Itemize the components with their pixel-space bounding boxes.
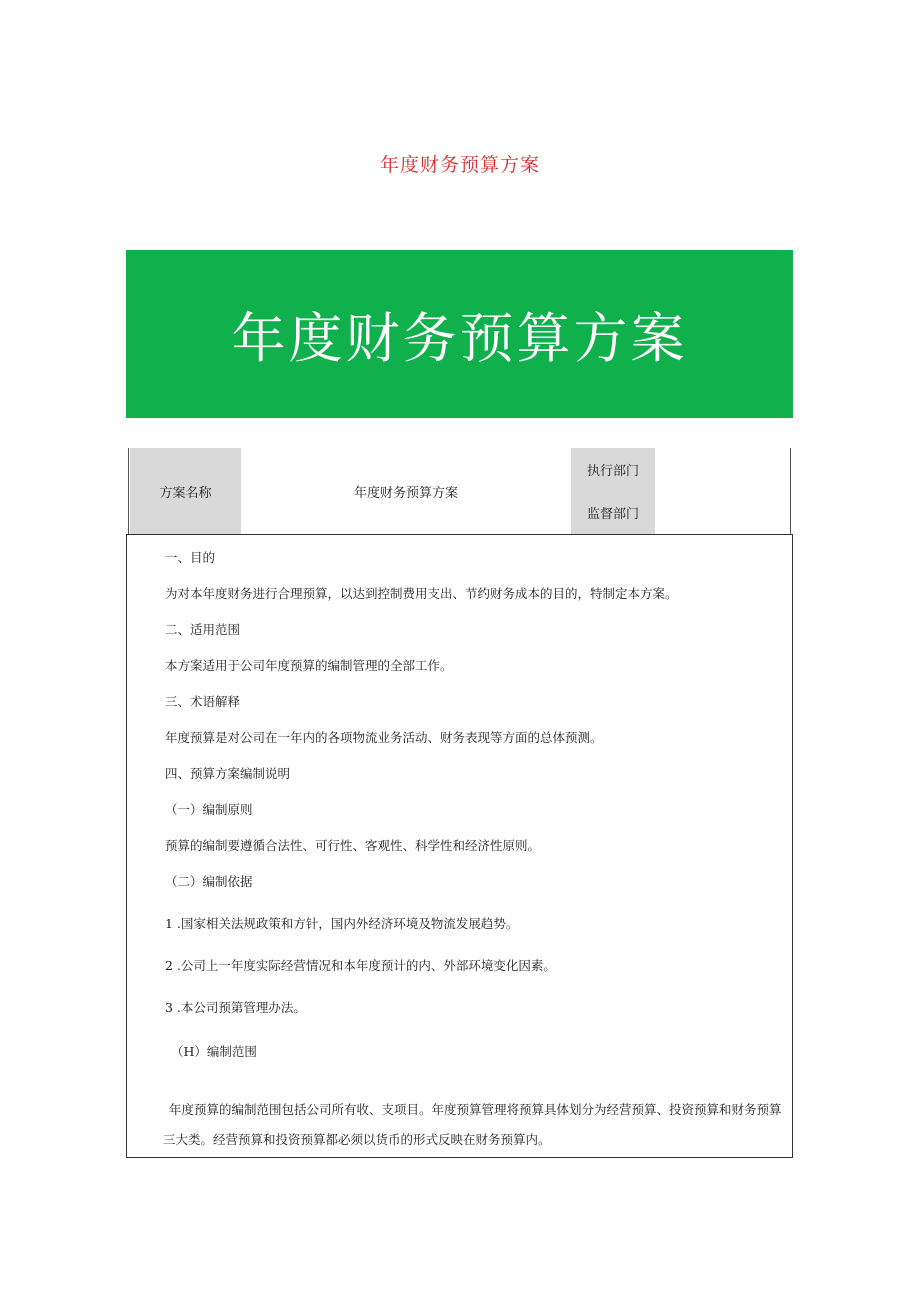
subsection-4-1-heading: （一）编制原则: [165, 802, 253, 817]
basis-item-2: 2 .公司上一年度实际经营情况和本年度预计的内、外部环境变化因素。: [165, 958, 556, 973]
section-2-text: 本方案适用于公司年度预算的编制管理的全部工作。: [165, 658, 453, 673]
section-3-text: 年度预算是对公司在一年内的各项物流业务活动、财务表现等方面的总体预测。: [165, 730, 603, 745]
table-left-border: [128, 448, 129, 534]
basis-item-1: 1 .国家相关法规政策和方针，国内外经济环境及物流发展趋势。: [165, 916, 519, 931]
section-1-heading: 一、目的: [165, 550, 216, 565]
section-3-heading: 三、术语解释: [165, 694, 241, 709]
supervise-dept-label: 监督部门: [571, 491, 655, 534]
section-2-heading: 二、适用范围: [165, 622, 241, 637]
title-banner: [126, 250, 793, 418]
section-1-text: 为对本年度财务进行合理预算，以达到控制费用支出、节约财务成本的目的，特制定本方案。: [165, 586, 678, 601]
document-title: 年度财务预算方案: [379, 154, 540, 176]
content-box: [126, 534, 793, 1158]
subsection-4-3-heading: （H）编制范围: [171, 1044, 257, 1059]
subsection-4-3-text: 年度预算的编制范围包括公司所有收、支项目。年度预算管理将预算具体划分为经营预算、投资预算和财务预算三大类。经营预算和投资预算都必须以货币的形式反映在财务预算内。: [163, 1102, 782, 1147]
plan-name-value: 年度财务预算方案: [353, 485, 458, 501]
exec-dept-label: 执行部门: [571, 448, 655, 491]
section-4-heading: 四、预算方案编制说明: [165, 766, 291, 781]
plan-name-label: 方案名称: [130, 448, 241, 534]
subsection-4-2-heading: （二）编制依据: [165, 874, 253, 889]
table-right-border: [790, 448, 791, 534]
banner-title: 年度财务预算方案: [231, 306, 688, 370]
info-table: [128, 448, 791, 534]
basis-item-3: 3 .本公司预第管理办法。: [165, 1000, 306, 1015]
subsection-4-1-text: 预算的编制要遵循合法性、可行性、客观性、科学性和经济性原则。: [165, 838, 541, 853]
